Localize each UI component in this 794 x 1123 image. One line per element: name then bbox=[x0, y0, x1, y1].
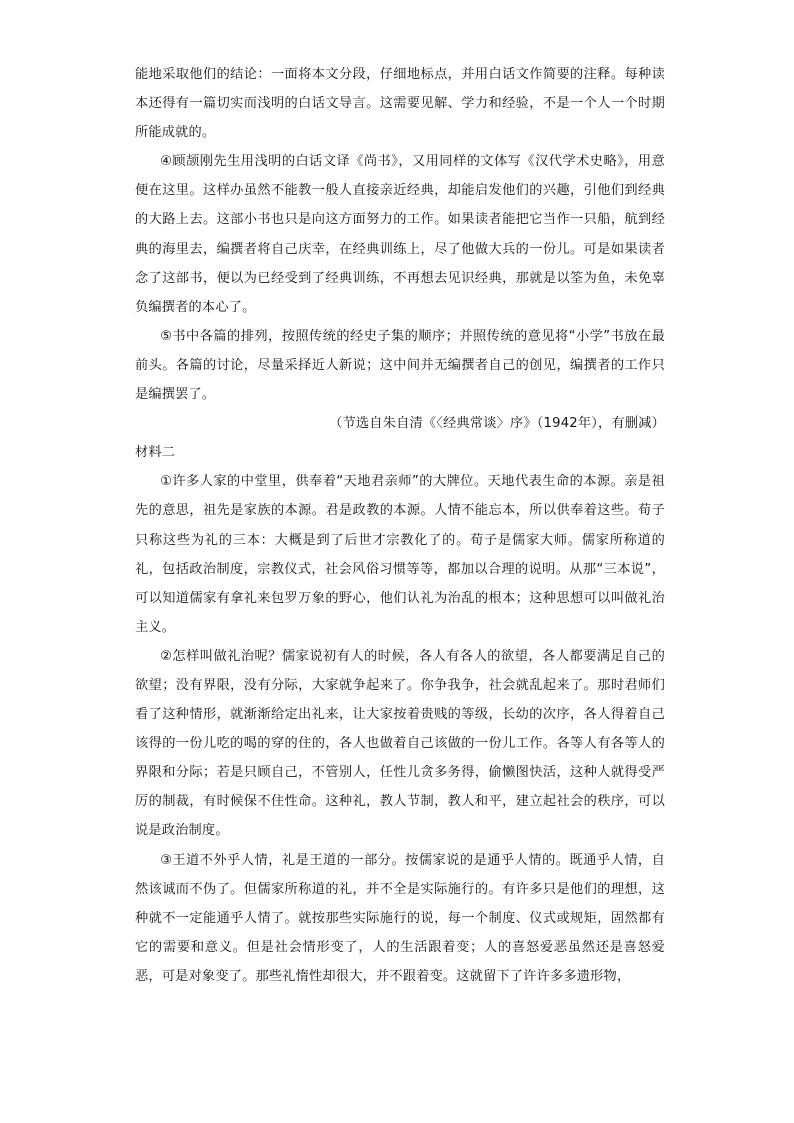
document-body bbox=[135, 60, 665, 991]
material-two-heading: 材料二 bbox=[135, 445, 176, 461]
material-one-paragraph-5: ⑤书中各篇的排列，按照传统的经史子集的顺序；并照传统的意见将“小学”书放在最前头。各篇的讨论，尽量采择近人新说；这中间并无编撰者自己的创见，编撰者的工作只是编撰罢了。 bbox=[135, 328, 665, 403]
material-two-paragraph-2: ②怎样叫做礼治呢？儒家说初有人的时候，各人有各人的欲望，各人都要满足自己的欲望；没有界限，没有分际，大家就争起来了。你争我争，社会就乱起来了。那时君师们看了这种情形，就渐渐给定出礼来，让大家按着贵贱的等级，长幼的次序，各人得着自己该得的一份儿吃的喝的穿的住的，各人也做着自己该做的一份儿工作。各等人有各等人的界限和分际；若是只顾自己，不管别人，任性儿贪多务得，偷懒图快活，这种人就得受严厉的制裁，有时候保不住性命。这种礼，教人节制，教人和平，建立起社会的秩序，可以说是政治制度。 bbox=[135, 648, 665, 839]
material-one-paragraph-4: ④顾颉刚先生用浅明的白话文译《尚书》，又用同样的文体写《汉代学术史略》，用意便在这里。这样办虽然不能教一般人直接亲近经典，却能启发他们的兴趣，引他们到经典的大路上去。这部小书也只是向这方面努力的工作。如果读者能把它当作一只船，航到经典的海里去，编撰者将自己庆幸，在经典训练上，尽了他做大兵的一份儿。可是如果读者念了这部书，便以为已经受到了经典训练，不再想去见识经典，那就是以筌为鱼，未免辜负编撰者的本心了。 bbox=[135, 154, 665, 315]
material-two-paragraph-3: ③王道不外乎人情，礼是王道的一部分。按儒家说的是通乎人情的。既通乎人情，自然该诚而不伪了。但儒家所称道的礼，并不全是实际施行的。有许多只是他们的理想，这种就不一定能通乎人情了。就按那些实际施行的说，每一个制度、仪式或规矩，固然都有它的需要和意义。但是社会情形变了，人的生活跟着变；人的喜怒爱恶虽然还是喜怒爱恶，可是对象变了。那些礼惰性却很大，并不跟着变。这就留下了许许多多遗形物， bbox=[135, 852, 665, 984]
material-two-paragraph-1: ①许多人家的中堂里，供奉着“天地君亲师”的大牌位。天地代表生命的本源。亲是祖先的意思，祖先是家族的本源。君是政教的本源。人情不能忘本，所以供奉着这些。荀子只称这些为礼的三本：大概是到了后世才宗教化了的。荀子是儒家大师。儒家所称道的礼，包括政治制度，宗教仪式，社会风俗习惯等等，都加以合理的说明。从那“三本说”，可以知道儒家有拿礼来包罗万象的野心，他们认礼为治乱的根本；这种思想可以叫做礼治主义。 bbox=[135, 474, 665, 635]
material-one-source-citation: （节选自朱自清《〈经典常谈〉序》（1942年），有删减） bbox=[329, 416, 665, 432]
material-one-paragraph-3-continued: 能地采取他们的结论：一面将本文分段，仔细地标点，并用白话文作简要的注释。每种读本还得有一篇切实而浅明的白话文导言。这需要见解、学力和经验，不是一个人一个时期所能成就的。 bbox=[135, 67, 665, 141]
